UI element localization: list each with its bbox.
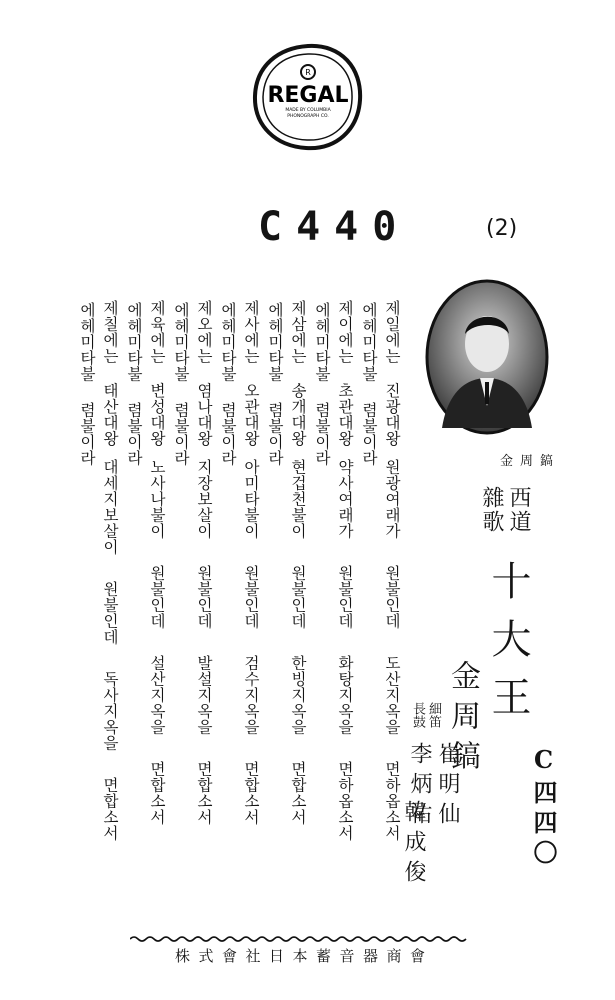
lyric-column-5: [194, 300, 214, 851]
lyric-column-1: [382, 300, 402, 867]
lyric-verse-7-part-b: 대세지보살이: [101, 458, 119, 555]
refrain-3-part-f: 에헤미타불: [266, 302, 284, 382]
lyric-verse-5-part-a: 제오에는 염나대왕: [195, 300, 213, 447]
side-number: (2): [486, 216, 518, 241]
lyric-verse-4-part-e: 면합소서: [242, 760, 260, 825]
lyric-verse-4-part-b: 아미타불이: [242, 458, 260, 539]
refrain-4-part-g: 렴불이라: [219, 402, 237, 466]
lyric-verse-3-part-e: 면합소서: [289, 760, 307, 825]
lyric-verse-7-part-a: 제칠에는 태산대왕: [101, 300, 119, 447]
refrain-2-part-g: 렴불이라: [313, 402, 331, 466]
performer-3-name: 韓成俊: [401, 800, 426, 890]
lyric-verse-7-part-c: 원불인데: [101, 580, 119, 645]
refrain-column-4: [218, 302, 238, 486]
refrain-7-part-g: 렴불이라: [78, 402, 96, 466]
lyric-verse-6-part-a: 제육에는 변성대왕: [148, 300, 166, 447]
lyric-verse-3-part-d: 한빙지옥을: [289, 654, 307, 735]
genre-line-2: 雜歌: [479, 486, 504, 534]
lyric-column-2: [335, 300, 355, 867]
regal-logo: [246, 38, 370, 156]
refrain-column-2: [312, 302, 332, 486]
portrait-photo: [424, 278, 550, 436]
lyric-verse-5-part-e: 면합소서: [195, 760, 213, 825]
refrain-column-3: [265, 302, 285, 486]
lyric-verse-6-part-e: 면합소서: [148, 760, 166, 825]
lyric-verse-4-part-d: 검수지옥을: [242, 654, 260, 735]
lyric-verse-4-part-c: 원불인데: [242, 564, 260, 629]
lyric-verse-5-part-d: 발설지옥을: [195, 654, 213, 735]
instrument-1-label: 細笛: [426, 702, 441, 728]
lyric-column-4: [241, 300, 261, 851]
lyric-verse-2-part-c: 원불인데: [336, 564, 354, 629]
lyric-column-6: [147, 300, 167, 851]
footer-divider: [130, 928, 470, 936]
catalog-number: C440: [258, 204, 411, 250]
lyric-verse-5-part-c: 원불인데: [195, 564, 213, 629]
refrain-1-part-g: 렴불이라: [360, 402, 378, 466]
refrain-column-5: [171, 302, 191, 486]
logo-brand: REGAL: [267, 83, 349, 108]
lyric-column-7: [100, 300, 120, 867]
lyric-verse-5-part-b: 지장보살이: [195, 458, 213, 539]
logo-line1: MADE BY COLUMBIA: [285, 108, 331, 113]
lyric-verse-7-part-d: 독사지옥을: [101, 670, 119, 751]
lyric-verse-2-part-d: 화탕지옥을: [336, 654, 354, 735]
refrain-column-1: [359, 302, 379, 486]
svg-text:R: R: [305, 68, 311, 77]
singer-name: 金周鎬: [445, 660, 480, 780]
lyric-verse-2-part-a: 제이에는 초관대왕: [336, 300, 354, 447]
lyric-verse-2-part-b: 약사여래가: [336, 458, 354, 539]
lyric-verse-6-part-b: 노사나불이: [148, 458, 166, 539]
genre-line-1: 西道: [506, 486, 531, 534]
lyric-verse-6-part-d: 설산지옥을: [148, 654, 166, 735]
logo-line2: PHONOGRAPH CO.: [287, 114, 329, 119]
company-name: 株式會社日本蓄音器商會: [175, 947, 434, 965]
lyric-verse-3-part-a: 제삼에는 송개대왕: [289, 300, 307, 447]
lyric-verse-4-part-a: 제사에는 오관대왕: [242, 300, 260, 447]
instrument-2-label: 長鼓: [410, 702, 425, 728]
lyric-verse-1-part-d: 도산지옥을: [383, 654, 401, 735]
lyric-column-3: [288, 300, 308, 851]
refrain-4-part-f: 에헤미타불: [219, 302, 237, 382]
refrain-3-part-g: 렴불이라: [266, 402, 284, 466]
refrain-6-part-g: 렴불이라: [125, 402, 143, 466]
refrain-2-part-f: 에헤미타불: [313, 302, 331, 382]
refrain-column-7: [77, 302, 97, 486]
song-title: 十大王: [485, 560, 531, 734]
lyric-verse-3-part-b: 현겁천불이: [289, 458, 307, 539]
lyric-verse-1-part-e: 면하옵소서: [383, 760, 401, 841]
lyric-verse-1-part-a: 제일에는 진광대왕: [383, 300, 401, 447]
portrait-caption: 金周鎬: [500, 454, 561, 469]
lyric-verse-1-part-b: 원광여래가: [383, 458, 401, 539]
lyric-verse-1-part-c: 원불인데: [383, 564, 401, 629]
catalog-code-kanji: C四四〇: [529, 745, 558, 870]
refrain-5-part-g: 렴불이라: [172, 402, 190, 466]
performer-1-name: 崔明仙: [435, 742, 460, 832]
refrain-6-part-f: 에헤미타불: [125, 302, 143, 382]
lyric-verse-3-part-c: 원불인데: [289, 564, 307, 629]
refrain-column-6: [124, 302, 144, 486]
lyric-verse-6-part-c: 원불인데: [148, 564, 166, 629]
performer-2-name: 李炳祐: [407, 742, 432, 832]
lyric-verse-2-part-e: 면하옵소서: [336, 760, 354, 841]
refrain-7-part-f: 에헤미타불: [78, 302, 96, 382]
refrain-5-part-f: 에헤미타불: [172, 302, 190, 382]
refrain-1-part-f: 에헤미타불: [360, 302, 378, 382]
lyric-verse-7-part-e: 면합소서: [101, 776, 119, 841]
